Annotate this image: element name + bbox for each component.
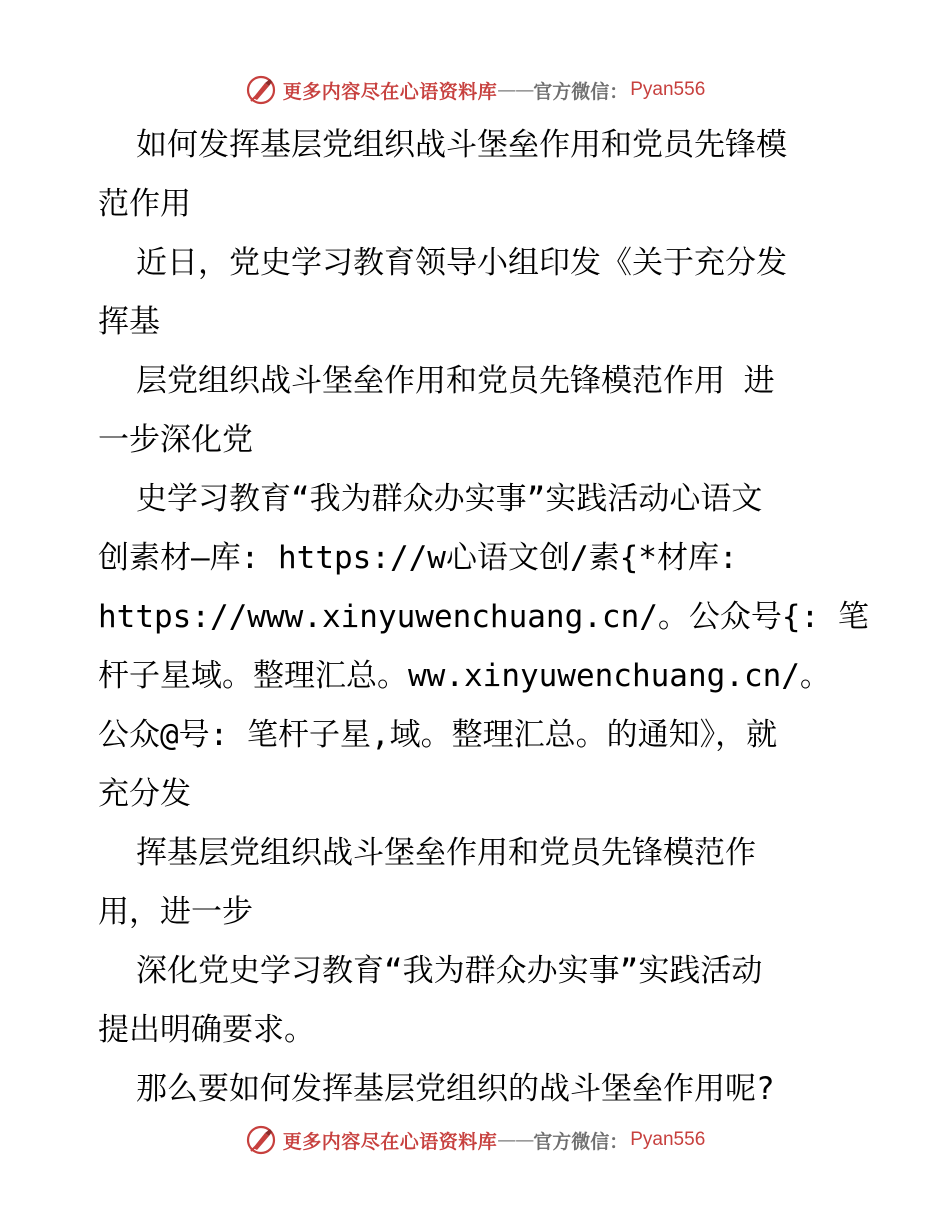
banner-official-label: 官方微信： — [533, 1130, 629, 1153]
banner-wechat-id: Pyan556 — [630, 79, 706, 100]
text-line: https://www.xinyuwenchuang.cn/。公众号{: 笔 — [98, 599, 869, 635]
text-line: 提出明确要求。 — [98, 1012, 315, 1048]
text-line: 史学习教育“我为群众办实事”实践活动心语文 — [136, 481, 763, 517]
text-line: 那么要如何发挥基层党组织的战斗堡垒作用呢? — [136, 1071, 775, 1107]
footer-banner — [0, 1120, 950, 1160]
quill-pen-logo-icon — [245, 1124, 277, 1156]
text-line: 用，进一步 — [98, 894, 253, 930]
banner-slogan: 更多内容尽在心语资料库 — [282, 80, 498, 103]
header-banner — [0, 70, 950, 110]
text-line: 挥基 — [98, 304, 160, 340]
text-line: 范作用 — [98, 186, 191, 222]
text-line: 层党组织战斗堡垒作用和党员先锋模范作用 进 — [136, 363, 775, 399]
text-line: 充分发 — [98, 776, 191, 812]
banner-slogan: 更多内容尽在心语资料库 — [282, 1130, 498, 1153]
banner-official-label: 官方微信： — [533, 80, 629, 103]
text-line: 挥基层党组织战斗堡垒作用和党员先锋模范作 — [136, 835, 756, 871]
banner-separator: —— — [497, 1129, 534, 1151]
text-line: 如何发挥基层党组织战斗堡垒作用和党员先锋模 — [136, 127, 787, 163]
banner-wechat-id: Pyan556 — [630, 1129, 706, 1150]
text-line: 近日，党史学习教育领导小组印发《关于充分发 — [136, 245, 787, 281]
text-line: 深化党史学习教育“我为群众办实事”实践活动 — [136, 953, 763, 989]
text-line: 一步深化党 — [98, 422, 253, 458]
banner-separator: —— — [497, 79, 534, 101]
text-line: 公众@号: 笔杆子星,域。整理汇总。的通知》，就 — [98, 717, 778, 753]
text-line: 创素材—库: https://w心语文创/素{*材库: — [98, 540, 738, 576]
text-line: 杆子星域。整理汇总。ww.xinyuwenchuang.cn/。 — [98, 658, 831, 694]
quill-pen-logo-icon — [245, 74, 277, 106]
document-body — [98, 116, 869, 1119]
